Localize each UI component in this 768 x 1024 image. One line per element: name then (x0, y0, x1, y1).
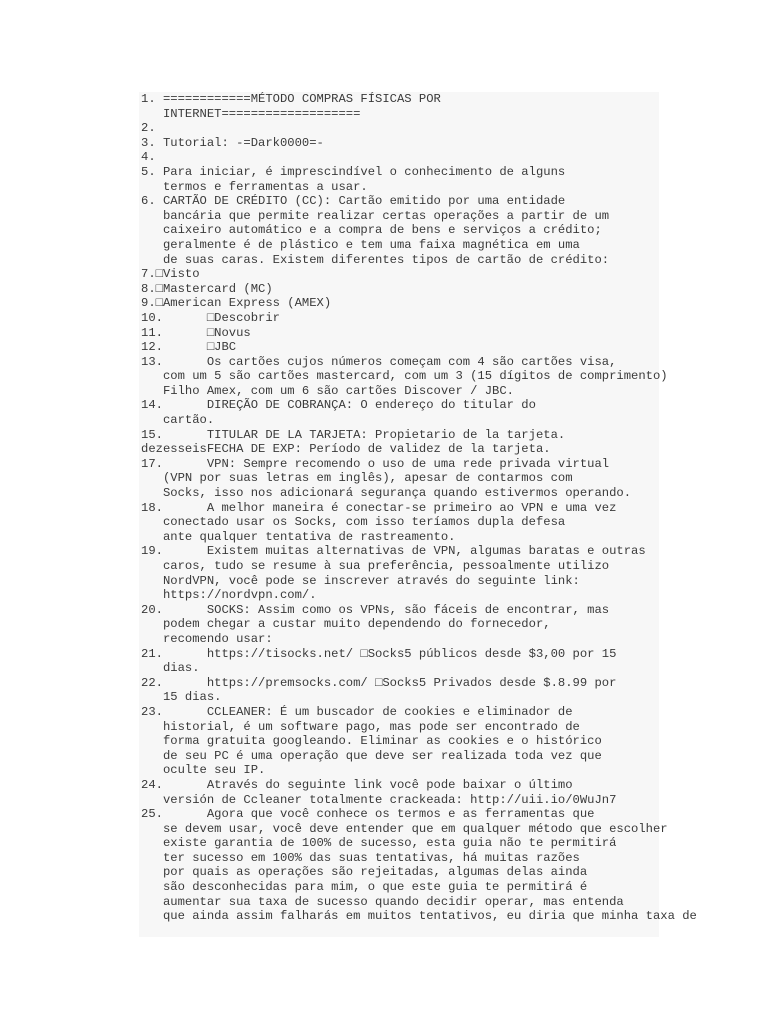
text-line: por quais as operações são rejeitadas, algumas delas ainda (141, 865, 588, 880)
text-line: 7.□Visto (141, 267, 200, 282)
text-line: INTERNET=================== (141, 106, 361, 121)
text-line: 13. Os cartões cujos números começam com 4 são cartões visa, (141, 354, 617, 369)
text-line: 9.□American Express (AMEX) (141, 296, 332, 311)
text-line: que ainda assim falharás em muitos tentativos, eu diria que minha taxa de (141, 909, 697, 924)
text-line: Filho Amex, com um 6 são cartões Discover / JBC. (141, 383, 514, 398)
text-line: dias. (141, 661, 200, 676)
text-line: 3. Tutorial: -=Dark0000=- (141, 135, 324, 150)
text-line: cartão. (141, 413, 215, 428)
text-line: 25. Agora que você conhece os termos e as ferramentas que (141, 807, 595, 822)
text-line: 1. ============MÉTODO COMPRAS FÍSICAS POR (141, 92, 441, 106)
text-line: bancária que permite realizar certas operações a partir de um (141, 208, 610, 223)
text-line: 24. Através do seguinte link você pode baixar o último (141, 777, 573, 792)
text-line: 6. CARTÃO DE CRÉDITO (CC): Cartão emitido por uma entidade (141, 194, 566, 209)
text-line: 22. https://premsocks.com/ □Socks5 Privados desde $.8.99 por (141, 675, 617, 690)
text-line: caixeiro automático e a compra de bens e serviços a crédito; (141, 223, 602, 238)
text-line: NordVPN, você pode se inscrever através do seguinte link: (141, 573, 580, 588)
text-line: 4. (141, 150, 156, 165)
text-line: https://nordvpn.com/. (141, 588, 317, 603)
text-line: 21. https://tisocks.net/ □Socks5 públicos desde $3,00 por 15 (141, 646, 617, 661)
text-line: 14. DIREÇÃO DE COBRANÇA: O endereço do titular do (141, 398, 536, 413)
text-line: 10. □Descobrir (141, 310, 280, 325)
numbered-text-lines (141, 92, 697, 924)
text-line: existe garantia de 100% de sucesso, esta guia não te permitirá (141, 836, 617, 851)
text-line: de seu PC é uma operação que deve ser realizada toda vez que (141, 748, 602, 763)
text-line: 15 dias. (141, 690, 222, 705)
text-line: conectado usar os Socks, com isso teríamos dupla defesa (141, 515, 566, 530)
text-line: 12. □JBC (141, 340, 237, 355)
text-line: 11. □Novus (141, 325, 251, 340)
text-line: (VPN por suas letras em inglês), apesar de contarmos com (141, 471, 573, 486)
text-line: com um 5 são cartões mastercard, com um 3 (15 dígitos de comprimento) (141, 369, 668, 384)
text-line: aumentar sua taxa de sucesso quando decidir operar, mas entenda (141, 894, 624, 909)
text-line: 8.□Mastercard (MC) (141, 281, 273, 296)
text-line: dezesseisFECHA DE EXP: Período de validez de la tarjeta. (141, 442, 551, 457)
text-line: caros, tudo se resume à sua preferência, pessoalmente utilizo (141, 559, 610, 573)
text-line: Socks, isso nos adicionará segurança quando estivermos operando. (141, 486, 632, 501)
text-line: geralmente é de plástico e tem uma faixa magnética em uma (141, 237, 580, 252)
text-line: 19. Existem muitas alternativas de VPN, algumas baratas e outras (141, 544, 646, 559)
text-line: 23. CCLEANER: É um buscador de cookies e eliminador de (141, 704, 573, 719)
text-line: se devem usar, você deve entender que em qualquer método que escolher (141, 821, 668, 836)
text-line: historial, é um software pago, mas pode ser encontrado de (141, 719, 580, 734)
text-line: 5. Para iniciar, é imprescindível o conhecimento de alguns (141, 164, 566, 179)
text-line: são desconhecidas para mim, o que este guia te permitirá é (141, 880, 588, 895)
text-line: 2. (141, 121, 156, 136)
text-line: recomendo usar: (141, 631, 273, 646)
text-line: forma gratuita googleando. Eliminar as cookies e o histórico (141, 734, 602, 749)
text-line: ante qualquer tentativa de rastreamento. (141, 529, 456, 544)
text-line: 20. SOCKS: Assim como os VPNs, são fáceis de encontrar, mas (141, 602, 610, 617)
text-line: podem chegar a custar muito dependendo do fornecedor, (141, 617, 551, 632)
text-line: de suas caras. Existem diferentes tipos de cartão de crédito: (141, 252, 610, 267)
text-line: versión de Ccleaner totalmente crackeada: http://uii.io/0WuJn7 (141, 792, 617, 807)
text-line: ter sucesso em 100% das suas tentativas, há muitas razões (141, 850, 580, 865)
text-line: termos e ferramentas a usar. (141, 179, 368, 194)
text-line: 18. A melhor maneira é conectar-se primeiro ao VPN e uma vez (141, 500, 617, 515)
text-line: oculte seu IP. (141, 763, 266, 778)
text-line: 15. TITULAR DE LA TARJETA: Propietario de la tarjeta. (141, 427, 566, 442)
text-line: 17. VPN: Sempre recomendo o uso de uma rede privada virtual (141, 456, 610, 471)
